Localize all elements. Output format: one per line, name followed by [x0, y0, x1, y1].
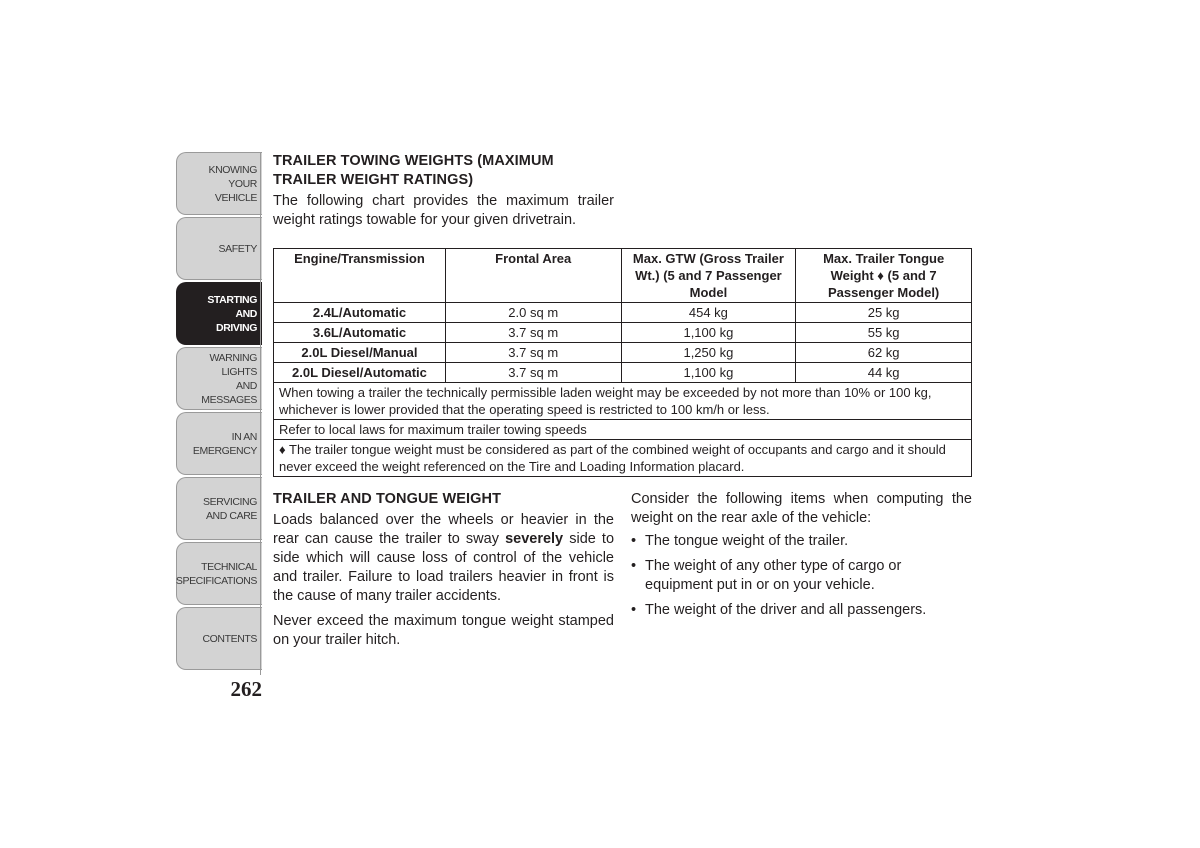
- trailer-weights-table: [273, 248, 972, 477]
- rear-axle-intro: Consider the following items when computing the weight on the rear axle of the vehicle:: [631, 491, 972, 526]
- header-max-tongue-weight: Max. Trailer Tongue Weight ♦ (5 and 7 Passenger Model): [796, 249, 972, 303]
- header-engine-transmission: Engine/Transmission: [274, 249, 446, 303]
- cell-gtw: 1,100 kg: [621, 323, 796, 343]
- table-note-row: [274, 440, 972, 477]
- sway-warning-paragraph: [273, 511, 614, 606]
- intro-paragraph: The following chart provides the maximum trailer weight ratings towable for your given drivetrain.: [273, 193, 614, 228]
- page-number: 262: [230, 677, 262, 701]
- cell-engine: 2.0L Diesel/Manual: [274, 343, 446, 363]
- list-item: • The tongue weight of the trailer.: [631, 532, 972, 551]
- cell-engine: 2.0L Diesel/Automatic: [274, 363, 446, 383]
- cell-tongue-weight: 44 kg: [796, 363, 972, 383]
- table-header-row: [274, 249, 972, 303]
- cell-tongue-weight: 25 kg: [796, 303, 972, 323]
- table-row: [274, 323, 972, 343]
- tab-starting-and-driving[interactable]: STARTING AND DRIVING: [176, 282, 262, 345]
- text-segment: side to side which will cause loss of control of the vehicle and trailer. Failure to load trailers heavier in front is the cause of many trailer accidents.: [273, 531, 615, 604]
- rear-axle-section: [631, 490, 972, 626]
- list-item: • The weight of the driver and all passengers.: [631, 601, 972, 620]
- cell-frontal-area: 3.7 sq m: [445, 343, 621, 363]
- header-frontal-area: Frontal Area: [445, 249, 621, 303]
- table-note-row: [274, 420, 972, 440]
- header-max-gtw: Max. GTW (Gross Trailer Wt.) (5 and 7 Passenger Model: [621, 249, 796, 303]
- cell-gtw: 1,250 kg: [621, 343, 796, 363]
- emphasis-severely: severely: [505, 531, 564, 547]
- tab-safety[interactable]: SAFETY: [176, 217, 262, 280]
- page-content: [273, 152, 973, 648]
- tab-warning-lights-and-messages[interactable]: WARNING LIGHTS AND MESSAGES: [176, 347, 262, 410]
- cell-gtw: 454 kg: [621, 303, 796, 323]
- tab-knowing-your-vehicle[interactable]: KNOWING YOUR VEHICLE: [176, 152, 262, 215]
- cell-tongue-weight: 55 kg: [796, 323, 972, 343]
- tab-technical-specifications[interactable]: TECHNICAL SPECIFICATIONS: [176, 542, 262, 605]
- cell-engine: 2.4L/Automatic: [274, 303, 446, 323]
- note-laden-weight: When towing a trailer the technically permissible laden weight may be exceeded by not more than 10% or 100 kg, whichever is lower provided that the operating speed is restricted to 100 km/h or less.: [274, 383, 972, 420]
- rear-axle-items: [631, 532, 972, 620]
- text-segment: Loads balanced over the wheels or heavier in the rear can cause the trailer to sway: [273, 512, 614, 547]
- chapter-tabs: [176, 152, 262, 672]
- section-title-tongue-weight: TRAILER AND TONGUE WEIGHT: [273, 491, 502, 507]
- cell-frontal-area: 3.7 sq m: [445, 363, 621, 383]
- table-row: [274, 363, 972, 383]
- tab-divider-line: [260, 152, 261, 675]
- table-note-row: [274, 383, 972, 420]
- section-title-towing-weights: TRAILER TOWING WEIGHTS (MAXIMUM TRAILER WEIGHT RATINGS): [273, 153, 554, 188]
- cell-engine: 3.6L/Automatic: [274, 323, 446, 343]
- tongue-weight-section: [273, 490, 614, 650]
- cell-frontal-area: 3.7 sq m: [445, 323, 621, 343]
- list-item: • The weight of any other type of cargo or equipment put in or on your vehicle.: [631, 557, 972, 595]
- tab-servicing-and-care[interactable]: SERVICING AND CARE: [176, 477, 262, 540]
- cell-gtw: 1,100 kg: [621, 363, 796, 383]
- table-row: [274, 303, 972, 323]
- cell-frontal-area: 2.0 sq m: [445, 303, 621, 323]
- cell-tongue-weight: 62 kg: [796, 343, 972, 363]
- table-row: [274, 343, 972, 363]
- tab-contents[interactable]: CONTENTS: [176, 607, 262, 670]
- note-local-laws: Refer to local laws for maximum trailer towing speeds: [274, 420, 972, 440]
- tab-in-an-emergency[interactable]: IN AN EMERGENCY: [176, 412, 262, 475]
- towing-weights-section: [273, 152, 614, 230]
- hitch-paragraph: Never exceed the maximum tongue weight stamped on your trailer hitch.: [273, 613, 614, 648]
- note-tongue-weight: ♦ The trailer tongue weight must be considered as part of the combined weight of occupants and cargo and it should never exceed the weight referenced on the Tire and Loading Information placard.: [274, 440, 972, 477]
